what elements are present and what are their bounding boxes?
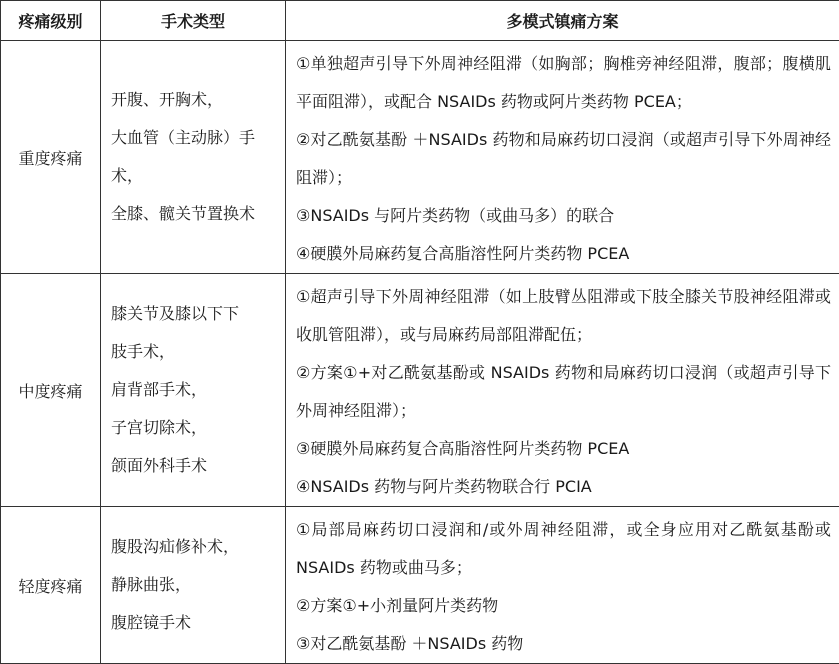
plan-item: ①单独超声引导下外周神经阻滞（如胸部；胸椎旁神经阻滞，腹部；腹横肌平面阻滞），或配合 NSAIDs 药物或阿片类药物 PCEA；	[296, 45, 831, 121]
surgery-line: 颌面外科手术	[111, 447, 281, 485]
pain-grade-cell: 中度疼痛	[1, 274, 101, 507]
analgesia-plan-cell	[286, 41, 839, 274]
plan-item: ③对乙酰氨基酚 ＋NSAIDs 药物	[296, 625, 831, 663]
surgery-line: 子宫切除术，	[111, 409, 281, 447]
surgery-line: 腹股沟疝修补术，	[111, 528, 281, 566]
plan-item: ②方案①+对乙酰氨基酚或 NSAIDs 药物和局麻药切口浸润（或超声引导下外周神经阻滞）；	[296, 354, 831, 430]
surgery-line: 静脉曲张，	[111, 566, 281, 604]
surgery-line: 全膝、髋关节置换术	[111, 195, 281, 233]
header-surgery-type: 手术类型	[101, 1, 286, 41]
table-row-severe	[1, 41, 839, 274]
surgery-type-cell	[101, 507, 286, 664]
header-pain-grade: 疼痛级别	[1, 1, 101, 41]
table-row-mild	[1, 507, 839, 664]
surgery-line: 肢手术，	[111, 333, 281, 371]
table-row-moderate	[1, 274, 839, 507]
plan-item: ④硬膜外局麻药复合高脂溶性阿片类药物 PCEA	[296, 235, 831, 273]
plan-item: ②方案①+小剂量阿片类药物	[296, 587, 831, 625]
plan-item: ④NSAIDs 药物与阿片类药物联合行 PCIA	[296, 468, 831, 506]
analgesia-plan-cell	[286, 274, 839, 507]
plan-item: ①超声引导下外周神经阻滞（如上肢臂丛阻滞或下肢全膝关节股神经阻滞或收肌管阻滞），或与局麻药局部阻滞配伍；	[296, 278, 831, 354]
analgesia-plan-cell	[286, 507, 839, 664]
plan-item: ②对乙酰氨基酚 ＋NSAIDs 药物和局麻药切口浸润（或超声引导下外周神经阻滞）；	[296, 121, 831, 197]
surgery-type-cell	[101, 274, 286, 507]
pain-grade-cell: 重度疼痛	[1, 41, 101, 274]
header-row	[1, 1, 839, 41]
surgery-line: 膝关节及膝以下下	[111, 295, 281, 333]
surgery-line: 腹腔镜手术	[111, 604, 281, 642]
plan-item: ③硬膜外局麻药复合高脂溶性阿片类药物 PCEA	[296, 430, 831, 468]
pain-grade-cell: 轻度疼痛	[1, 507, 101, 664]
surgery-line: 大血管（主动脉）手	[111, 119, 281, 157]
surgery-line: 术，	[111, 157, 281, 195]
surgery-type-cell	[101, 41, 286, 274]
header-analgesia-plan: 多模式镇痛方案	[286, 1, 839, 41]
plan-item: ①局部局麻药切口浸润和/或外周神经阻滞，或全身应用对乙酰氨基酚或 NSAIDs 药物或曲马多；	[296, 511, 831, 587]
surgery-line: 开腹、开胸术，	[111, 81, 281, 119]
plan-item: ③NSAIDs 与阿片类药物（或曲马多）的联合	[296, 197, 831, 235]
surgery-line: 肩背部手术，	[111, 371, 281, 409]
